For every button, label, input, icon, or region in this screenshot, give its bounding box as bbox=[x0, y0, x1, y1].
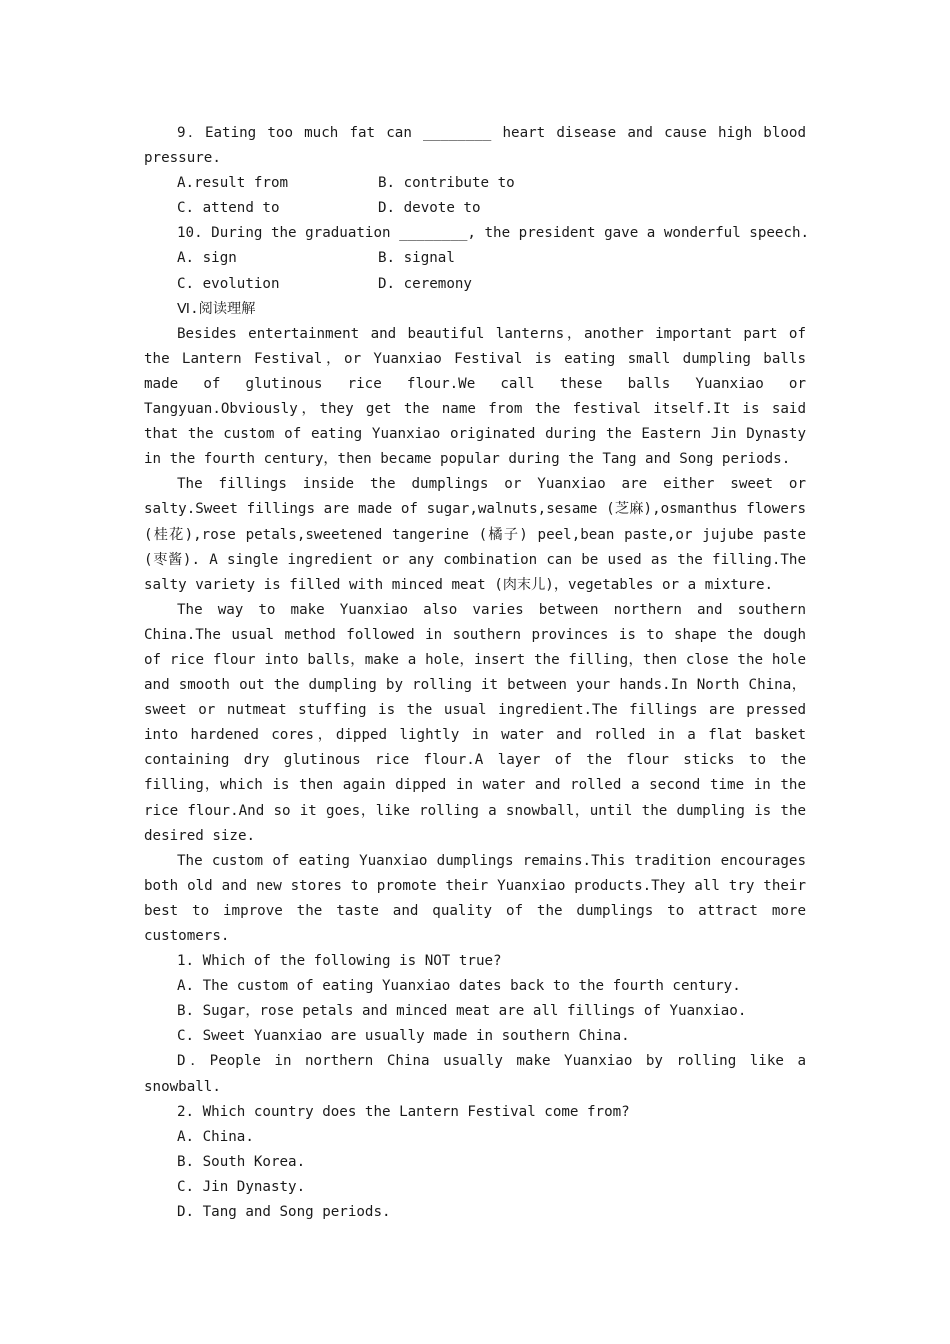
reading-paragraph-2: The fillings inside the dumplings or Yuanxiao are either sweet or salty.Sweet fillings are made of sugar,walnuts,sesame (芝麻),osmanthus flowers (桂花),rose petals,sweetened tangerine (橘子) peel,bean paste,or jujube paste (枣酱). A single ingredient or any combination can be used as the filling.The salty variety is filled with minced meat (肉末儿)，vegetables or a mixture. bbox=[144, 476, 806, 593]
question-10-option-b: B. signal bbox=[378, 250, 455, 267]
question-10-option-c: C. evolution bbox=[177, 275, 280, 292]
reading-question-1-option-a: A. The custom of eating Yuanxiao dates back to the fourth century. bbox=[177, 978, 741, 995]
question-10-stem: 10. During the graduation ________, the president gave a wonderful speech. bbox=[177, 225, 810, 242]
question-9-option-c: C. attend to bbox=[177, 200, 280, 217]
question-10-options-row-2 bbox=[144, 272, 806, 297]
reading-question-2-option-c: C. Jin Dynasty. bbox=[177, 1178, 306, 1195]
question-9-option-a: A.result from bbox=[177, 175, 289, 192]
reading-question-1-stem: 1. Which of the following is NOT true? bbox=[177, 953, 502, 970]
question-10-options-row-1 bbox=[144, 246, 806, 271]
reading-question-2-option-a: A. China. bbox=[177, 1128, 254, 1145]
reading-paragraph-3: The way to make Yuanxiao also varies between northern and southern China.The usual method followed in southern provinces is to shape the dough of rice flour into balls，make a hole，insert the filling，then close the hole and smooth out the dumpling by rolling it between your hands.In North China，sweet or nutmeat stuffing is the usual ingredient.The fillings are pressed into hardened cores，dipped lightly in water and rolled in a flat basket containing dry glutinous rice flour.A layer of the flour sticks to the filling，which is then again dipped in water and rolled a second time in the rice flour.And so it goes，like rolling a snowball，until the dumpling is the desired size. bbox=[144, 601, 806, 844]
question-9-options-row-2 bbox=[144, 196, 806, 221]
question-10-option-a: A. sign bbox=[177, 250, 237, 267]
question-9-option-b: B. contribute to bbox=[378, 175, 515, 192]
reading-question-1-option-c: C. Sweet Yuanxiao are usually made in southern China. bbox=[177, 1028, 630, 1045]
reading-question-2-option-b: B. South Korea. bbox=[177, 1153, 306, 1170]
reading-question-2-option-d: D. Tang and Song periods. bbox=[177, 1204, 391, 1221]
section-heading-reading: Ⅵ.阅读理解 bbox=[177, 300, 256, 317]
question-9-option-d: D. devote to bbox=[378, 200, 481, 217]
question-10-option-d: D. ceremony bbox=[378, 275, 472, 292]
reading-question-1-option-b: B. Sugar，rose petals and minced meat are all fillings of Yuanxiao. bbox=[177, 1003, 747, 1020]
question-9-options-row-1 bbox=[144, 171, 806, 196]
question-9-stem: 9．Eating too much fat can ________ heart disease and cause high blood pressure. bbox=[144, 125, 806, 167]
reading-paragraph-4: The custom of eating Yuanxiao dumplings remains.This tradition encourages both old and new stores to promote their Yuanxiao products.They all try their best to improve the taste and quality of the dumplings to attract more customers. bbox=[144, 852, 806, 944]
reading-question-1-option-d: D．People in northern China usually make Yuanxiao by rolling like a snowball. bbox=[144, 1053, 806, 1095]
reading-paragraph-1: Besides entertainment and beautiful lanterns，another important part of the Lantern Festival，or Yuanxiao Festival is eating small dumpling balls made of glutinous rice flour.We call these balls Yuanxiao or Tangyuan.Obviously，they get the name from the festival itself.It is said that the custom of eating Yuanxiao originated during the Eastern Jin Dynasty in the fourth century，then became popular during the Tang and Song periods. bbox=[144, 325, 806, 468]
reading-question-2-stem: 2. Which country does the Lantern Festival come from? bbox=[177, 1103, 630, 1120]
